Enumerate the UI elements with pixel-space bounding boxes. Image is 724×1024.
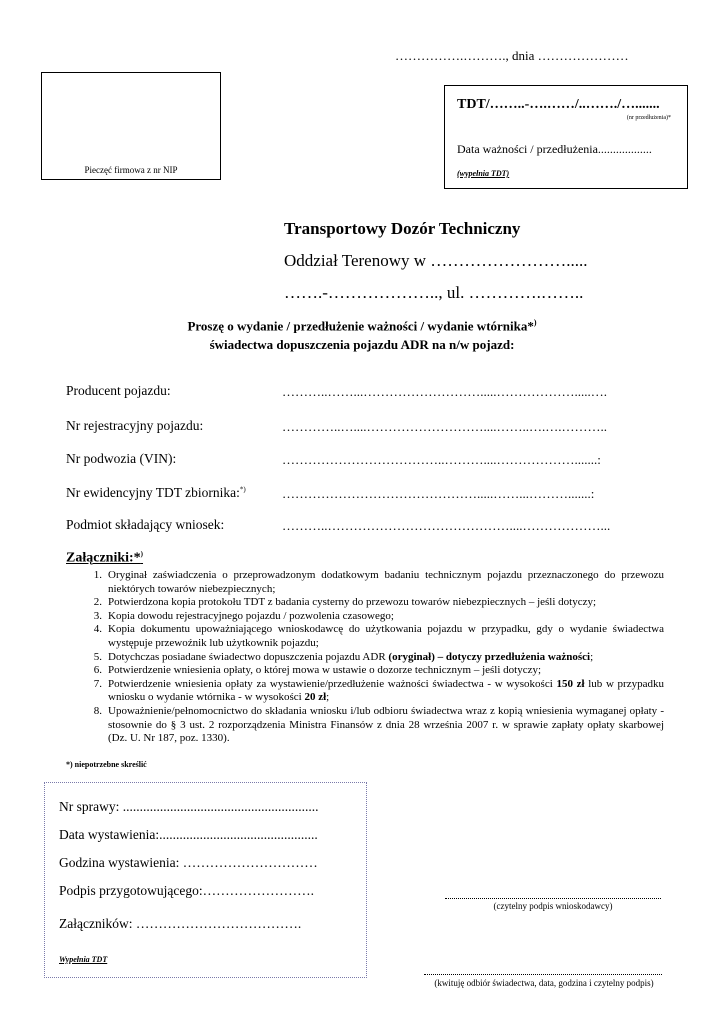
place-date-line: …………….………., dnia …………………: [395, 48, 629, 63]
tank-number-label-text: Nr ewidencyjny TDT zbiornika:: [66, 485, 240, 500]
attachments-heading-text: Załączniki:*: [66, 550, 141, 566]
attachment-item: [93, 677, 664, 705]
attachments-list: [93, 569, 664, 746]
tank-number-input-line: ……………………………………….....……...……….......:: [282, 486, 595, 501]
applicant-input-line: ………..……………………………………....………………...: [282, 518, 611, 533]
attachments-heading: [66, 550, 143, 567]
producer-label: [66, 383, 171, 399]
registration-input-line: …………..…....………………………....……..….….………..: [282, 419, 607, 434]
attachment-tail-text: ;: [590, 650, 594, 663]
request-line-1: [0, 313, 724, 335]
receipt-signature-line: [424, 974, 662, 975]
attachment-item: [93, 569, 664, 596]
office-fill-note: Wypełnia TDT: [59, 955, 108, 964]
tdt-number-field: TDT/……..-….……/..……./….......: [457, 97, 660, 112]
tank-number-label: [66, 485, 246, 501]
issue-time-line: Godzina wystawienia: …………………………: [59, 855, 318, 870]
branch-office-line: Oddział Terenowy w …………………….....: [284, 251, 588, 270]
applicant-signature-label: (czytelny podpis wnioskodawcy): [493, 901, 613, 911]
attachment-number: 7.: [93, 677, 102, 690]
attachment-item: [93, 704, 664, 746]
attachment-bold-text: (oryginał) – dotyczy przedłużenia ważności: [388, 650, 591, 663]
attachment-number: 1.: [93, 569, 102, 581]
attachment-item: [93, 623, 664, 650]
vin-label-text: Nr podwozia (VIN):: [66, 451, 177, 466]
footnote: *) niepotrzebne skreślić: [66, 760, 147, 769]
issue-date-line: Data wystawienia:...............................................: [59, 827, 318, 842]
tdt-number-box: [444, 85, 688, 189]
registration-label-text: Nr rejestracyjny pojazdu:: [66, 418, 204, 433]
attachment-text: Kopia dokumentu upoważniającego wnioskodawcę do użytkowania pojazdu w przypadku, gdy o wydanie świadectwa występuje przewoźnik lub użytkownik pojazdu;: [108, 623, 664, 649]
attachment-text: Potwierdzenie wniesienia opłaty za wystawienie/przedłużenie ważności świadectwa - w wysokości: [108, 677, 553, 690]
fee-amount: 150 zł: [556, 677, 585, 690]
vin-label: [66, 451, 176, 467]
stamp-label: Pieczęć firmowa z nr NIP: [84, 165, 178, 175]
request-line-1-text: Proszę o wydanie / przedłużenie ważności / wydanie wtórnika*: [187, 318, 534, 334]
office-use-box: [44, 782, 367, 978]
attachment-number: 2.: [93, 596, 102, 609]
attachments-count-line: Załączników: ……………………………….: [59, 916, 302, 931]
attachment-item: [93, 664, 664, 678]
attachment-number: 4.: [93, 623, 102, 636]
company-stamp-box: [41, 72, 221, 180]
request-line-2: świadectwa dopuszczenia pojazdu ADR na n/w pojazd:: [209, 337, 515, 353]
applicant-label: [66, 517, 224, 533]
attachment-number: 8.: [93, 704, 102, 717]
applicant-signature-line: [445, 898, 661, 899]
attachment-text: Oryginał zaświadczenia o przeprowadzonym dodatkowym badaniu technicznym pojazdu przeznaczonego do przewozu niektórych towarów niebezpiecznych;: [108, 569, 664, 595]
attachment-text: Potwierdzenie wniesienia opłaty, o której mowa w ustawie o dozorze technicznym – jeśli dotyczy;: [108, 664, 542, 677]
duplicate-fee-amount: 20 zł: [304, 691, 327, 704]
registration-label: [66, 418, 203, 434]
attachment-text: Kopia dowodu rejestracyjnego pojazdu / pozwolenia czasowego;: [108, 609, 394, 622]
attachment-number: 5.: [93, 650, 102, 663]
attachment-item: [93, 596, 664, 610]
extension-number-note: (nr przedłużenia)*: [626, 115, 671, 121]
office-title: Transportowy Dozór Techniczny: [284, 219, 521, 238]
case-number-line: Nr sprawy: ..........................................................: [59, 799, 319, 814]
attachment-tail-text-2: ;: [326, 691, 330, 704]
request-heading: [0, 313, 724, 354]
preparer-signature-line: Podpis przygotowującego:…………………….: [59, 883, 314, 898]
branch-address-line: …….-……………….., ul. ………….……..: [284, 283, 584, 302]
attachment-number: 6.: [93, 664, 102, 677]
attachment-text: Upoważnienie/pełnomocnictwo do składania wniosku i/lub odbioru świadectwa wraz z kopią wniesienia wymaganej opłaty - stosownie do § 3 ust. 2 rozporządzenia Ministra Finansów z dnia 28 września 2007 r. w sprawie zapłaty opłaty skarbowej (Dz. U. Nr 187, poz. 1330).: [108, 704, 664, 745]
attachment-item: [93, 609, 664, 624]
producer-label-text: Producent pojazdu:: [66, 383, 171, 398]
tdt-fill-note: (wypełnia TDT): [457, 169, 510, 178]
tank-number-label-sup: *): [239, 485, 246, 494]
producer-input-line: ………..……...……………………….....……………….....….: [282, 384, 607, 399]
validity-date-field: Data ważności / przedłużenia..................: [457, 142, 652, 156]
receipt-signature-label: (kwituję odbiór świadectwa, data, godzina i czytelny podpis): [434, 978, 654, 988]
attachments-heading-sup: ): [140, 550, 144, 558]
attachment-tail-text: lub w przypadku wniosku o wydanie wtórnika - w wysokości: [108, 677, 664, 704]
request-line-1-sup: ): [533, 318, 537, 327]
vin-input-line: ………………………………..………....……………….......:: [282, 452, 601, 467]
attachment-item: [93, 650, 664, 665]
applicant-label-text: Podmiot składający wniosek:: [66, 517, 225, 532]
attachment-number: 3.: [93, 609, 102, 622]
attachment-text: Dotychczas posiadane świadectwo dopuszczenia pojazdu ADR: [108, 650, 386, 663]
attachment-text: Potwierdzona kopia protokołu TDT z badania cysterny do przewozu towarów niebezpiecznych – jeśli dotyczy;: [108, 596, 597, 609]
